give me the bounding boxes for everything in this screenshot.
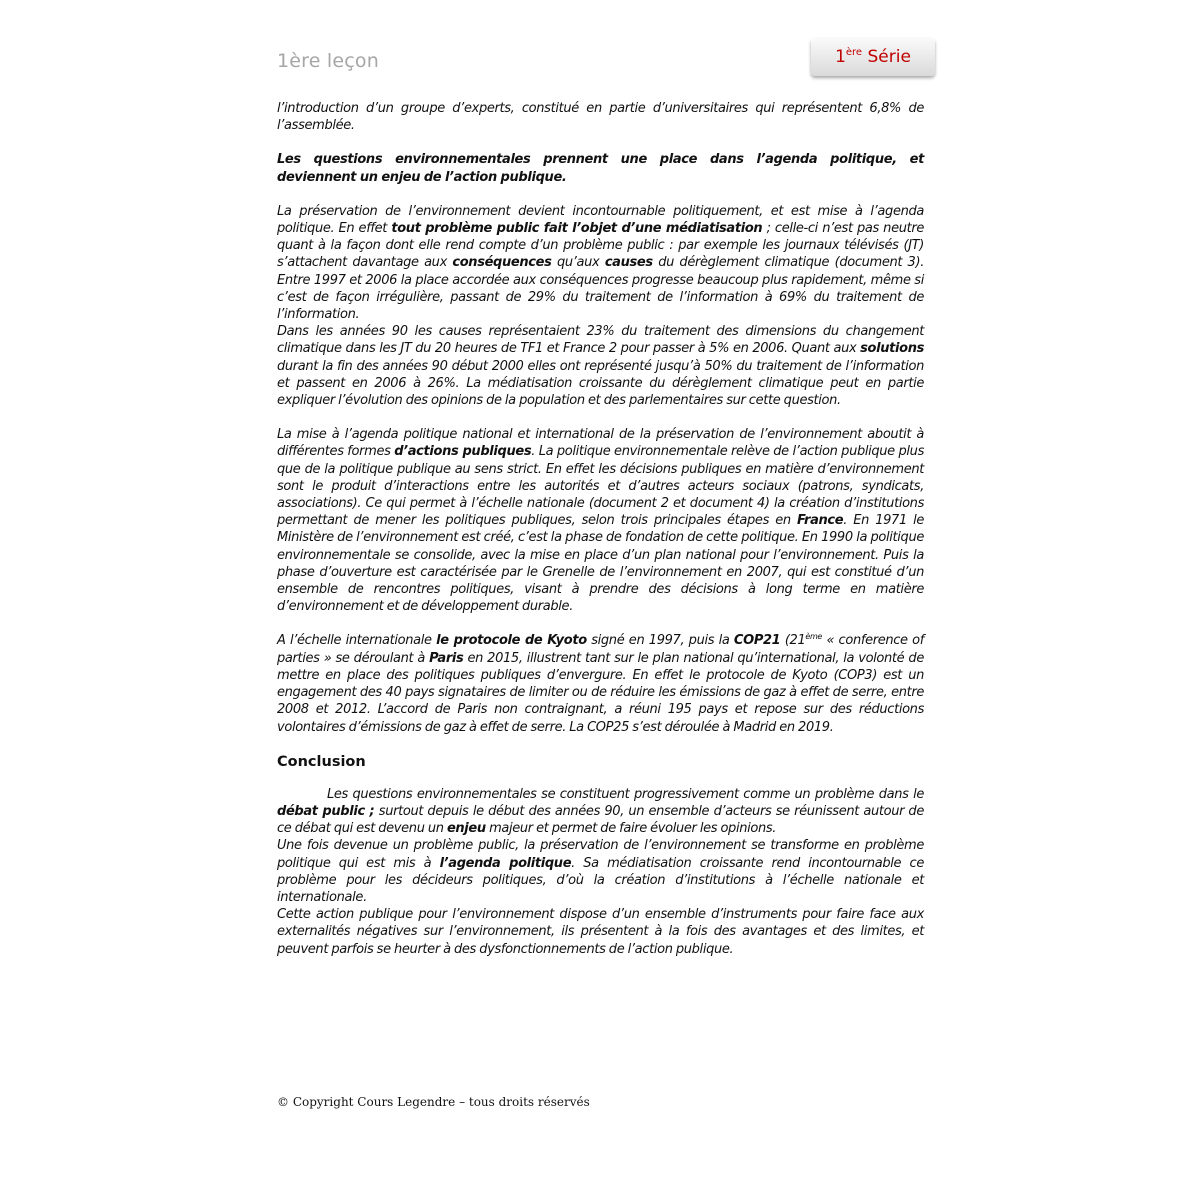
emphasis: le protocole de Kyoto	[436, 633, 587, 649]
text-run: . Sa médiatisation croissante rend incontournable ce problème pour les décideurs politiques, d’où la création d’institutions à l’échelle nationale et internationale.	[277, 855, 924, 905]
text-run: . La politique environnementale relève de l’action publique plus que de la politique publique au sens strict. En effet les décisions publiques en matière d’environnement sont le produit d’interactions entre les autorités et d’autres acteurs sociaux (patrons, syndicats, associations). Ce qui permet à l’échelle nationale (document 2 et document 4) la création d’institutions permettant de mener les politiques publiques, selon trois principales étapes en	[277, 444, 924, 529]
emphasis: causes	[604, 255, 653, 271]
text-run: signé en 1997, puis la	[586, 633, 734, 649]
paragraph-causes	[277, 323, 924, 409]
series-badge	[811, 38, 935, 76]
conclusion-paragraph-2	[277, 837, 924, 906]
paragraph-actions-publiques	[277, 426, 924, 615]
ordinal-superscript: ème	[805, 632, 822, 642]
emphasis: l’agenda politique	[439, 855, 572, 871]
emphasis: d’actions publiques	[394, 444, 532, 460]
lesson-title: 1ère leçon	[277, 50, 379, 72]
text-run: qu’aux	[551, 255, 605, 271]
document-body	[277, 100, 924, 958]
text-run: (21	[780, 633, 806, 649]
emphasis: COP21	[733, 633, 781, 649]
conclusion-paragraph-1	[277, 786, 924, 838]
text-run: ; celle-ci n’est pas neutre quant à la façon dont elle rend compte d’un problème public : par exemple les journaux télévisés (JT) s’attachent davantage aux	[277, 221, 924, 271]
series-number: 1	[835, 47, 846, 67]
text-run: en 2015, illustrent tant sur le plan national qu’international, la volonté de mettre en place des politiques publiques d’envergure. En effet le protocole de Kyoto (COP3) est un engagement des 40 pays signataires de limiter ou de réduire les émissions de gaz à effet de serre, entre 2008 et 2012. L’accord de Paris non contraignant, a réuni 195 pays et repose sur des réductions volontaires d’émissions de gaz à effet de serre. La COP25 s’est déroulée à Madrid en 2019.	[277, 650, 924, 735]
emphasis: Paris	[429, 650, 464, 666]
emphasis: enjeu	[446, 821, 486, 837]
emphasis: tout problème public fait l’objet d’une médiatisation	[391, 221, 763, 237]
paragraph-international	[277, 632, 924, 735]
text-run: . En 1971 le Ministère de l’environnement est créé, c’est la phase de fondation de cette politique. En 1990 la politique environnementale se consolide, avec la mise en place d’un plan national pour l’environnement. Puis la phase d’ouverture est caractérisée par le Grenelle de l’environnement en 2007, qui est constitué d’un ensemble de rencontres politiques, visant à prendre des décisions à long terme en matière d’environnement et de développement durable.	[277, 513, 924, 615]
paragraph-mediatisation	[277, 203, 924, 323]
text-run: majeur et permet de faire évoluer les opinions.	[485, 821, 777, 837]
section-heading: Les questions environnementales prennent une place dans l’agenda politique, et deviennent un enjeu de l’action publique.	[277, 152, 924, 185]
conclusion-heading: Conclusion	[277, 753, 366, 770]
text-run: Une fois devenue un problème public, la préservation de l’environnement se transforme en problème politique qui est mis à	[277, 838, 924, 871]
series-word: Série	[867, 47, 911, 67]
text-run: « conference of parties » se déroulant à	[277, 633, 924, 666]
series-superscript: ère	[845, 47, 863, 58]
emphasis: conséquences	[452, 255, 552, 271]
text-run: Dans les années 90 les causes représentaient 23% du traitement des dimensions du changement climatique dans les JT du 20 heures de TF1 et France 2 pour passer à 5% en 2006. Quant aux	[277, 324, 924, 357]
text-run: Les questions environnementales se constituent progressivement comme un problème dans le	[327, 786, 924, 802]
text-run: durant la fin des années 90 début 2000 elles ont représenté jusqu’à 50% du traitement de l’information et passent en 2006 à 26%. La médiatisation croissante du dérèglement climatique peut en partie expliquer l’évolution des opinions de la population et des parlementaires sur cette question.	[277, 358, 924, 409]
copyright-footer: © Copyright Cours Legendre – tous droits réservés	[277, 1095, 590, 1109]
text-run: du dérèglement climatique (document 3). Entre 1997 et 2006 la place accordée aux conséquences progresse beaucoup plus rapidement, même si c’est de façon irrégulière, passant de 29% du traitement de l’information à 69% du traitement de l’information.	[277, 255, 924, 323]
text-run: La préservation de l’environnement devient incontournable politiquement, et est mise à l’agenda politique. En effet	[277, 203, 924, 237]
conclusion-paragraph-3: Cette action publique pour l’environnement dispose d’un ensemble d’instruments pour faire face aux externalités négatives sur l’environnement, ils présentent à la fois des avantages et des limites, et peuvent parfois se heurter à des dysfonctionnements de l’action publique.	[277, 907, 924, 957]
paragraph-intro: l’introduction d’un groupe d’experts, constitué en partie d’universitaires qui représentent 6,8% de l’assemblée.	[277, 101, 924, 134]
text-run: La mise à l’agenda politique national et international de la préservation de l’environnement aboutit à différentes formes	[277, 427, 924, 460]
emphasis: solutions	[860, 341, 924, 357]
text-run: A l’échelle internationale	[277, 633, 437, 649]
emphasis: France	[796, 513, 844, 529]
text-run: surtout depuis le début des années 90, un ensemble d’acteurs se réunissent autour de ce débat qui est devenu un	[277, 803, 924, 837]
emphasis: débat public ;	[277, 803, 375, 819]
